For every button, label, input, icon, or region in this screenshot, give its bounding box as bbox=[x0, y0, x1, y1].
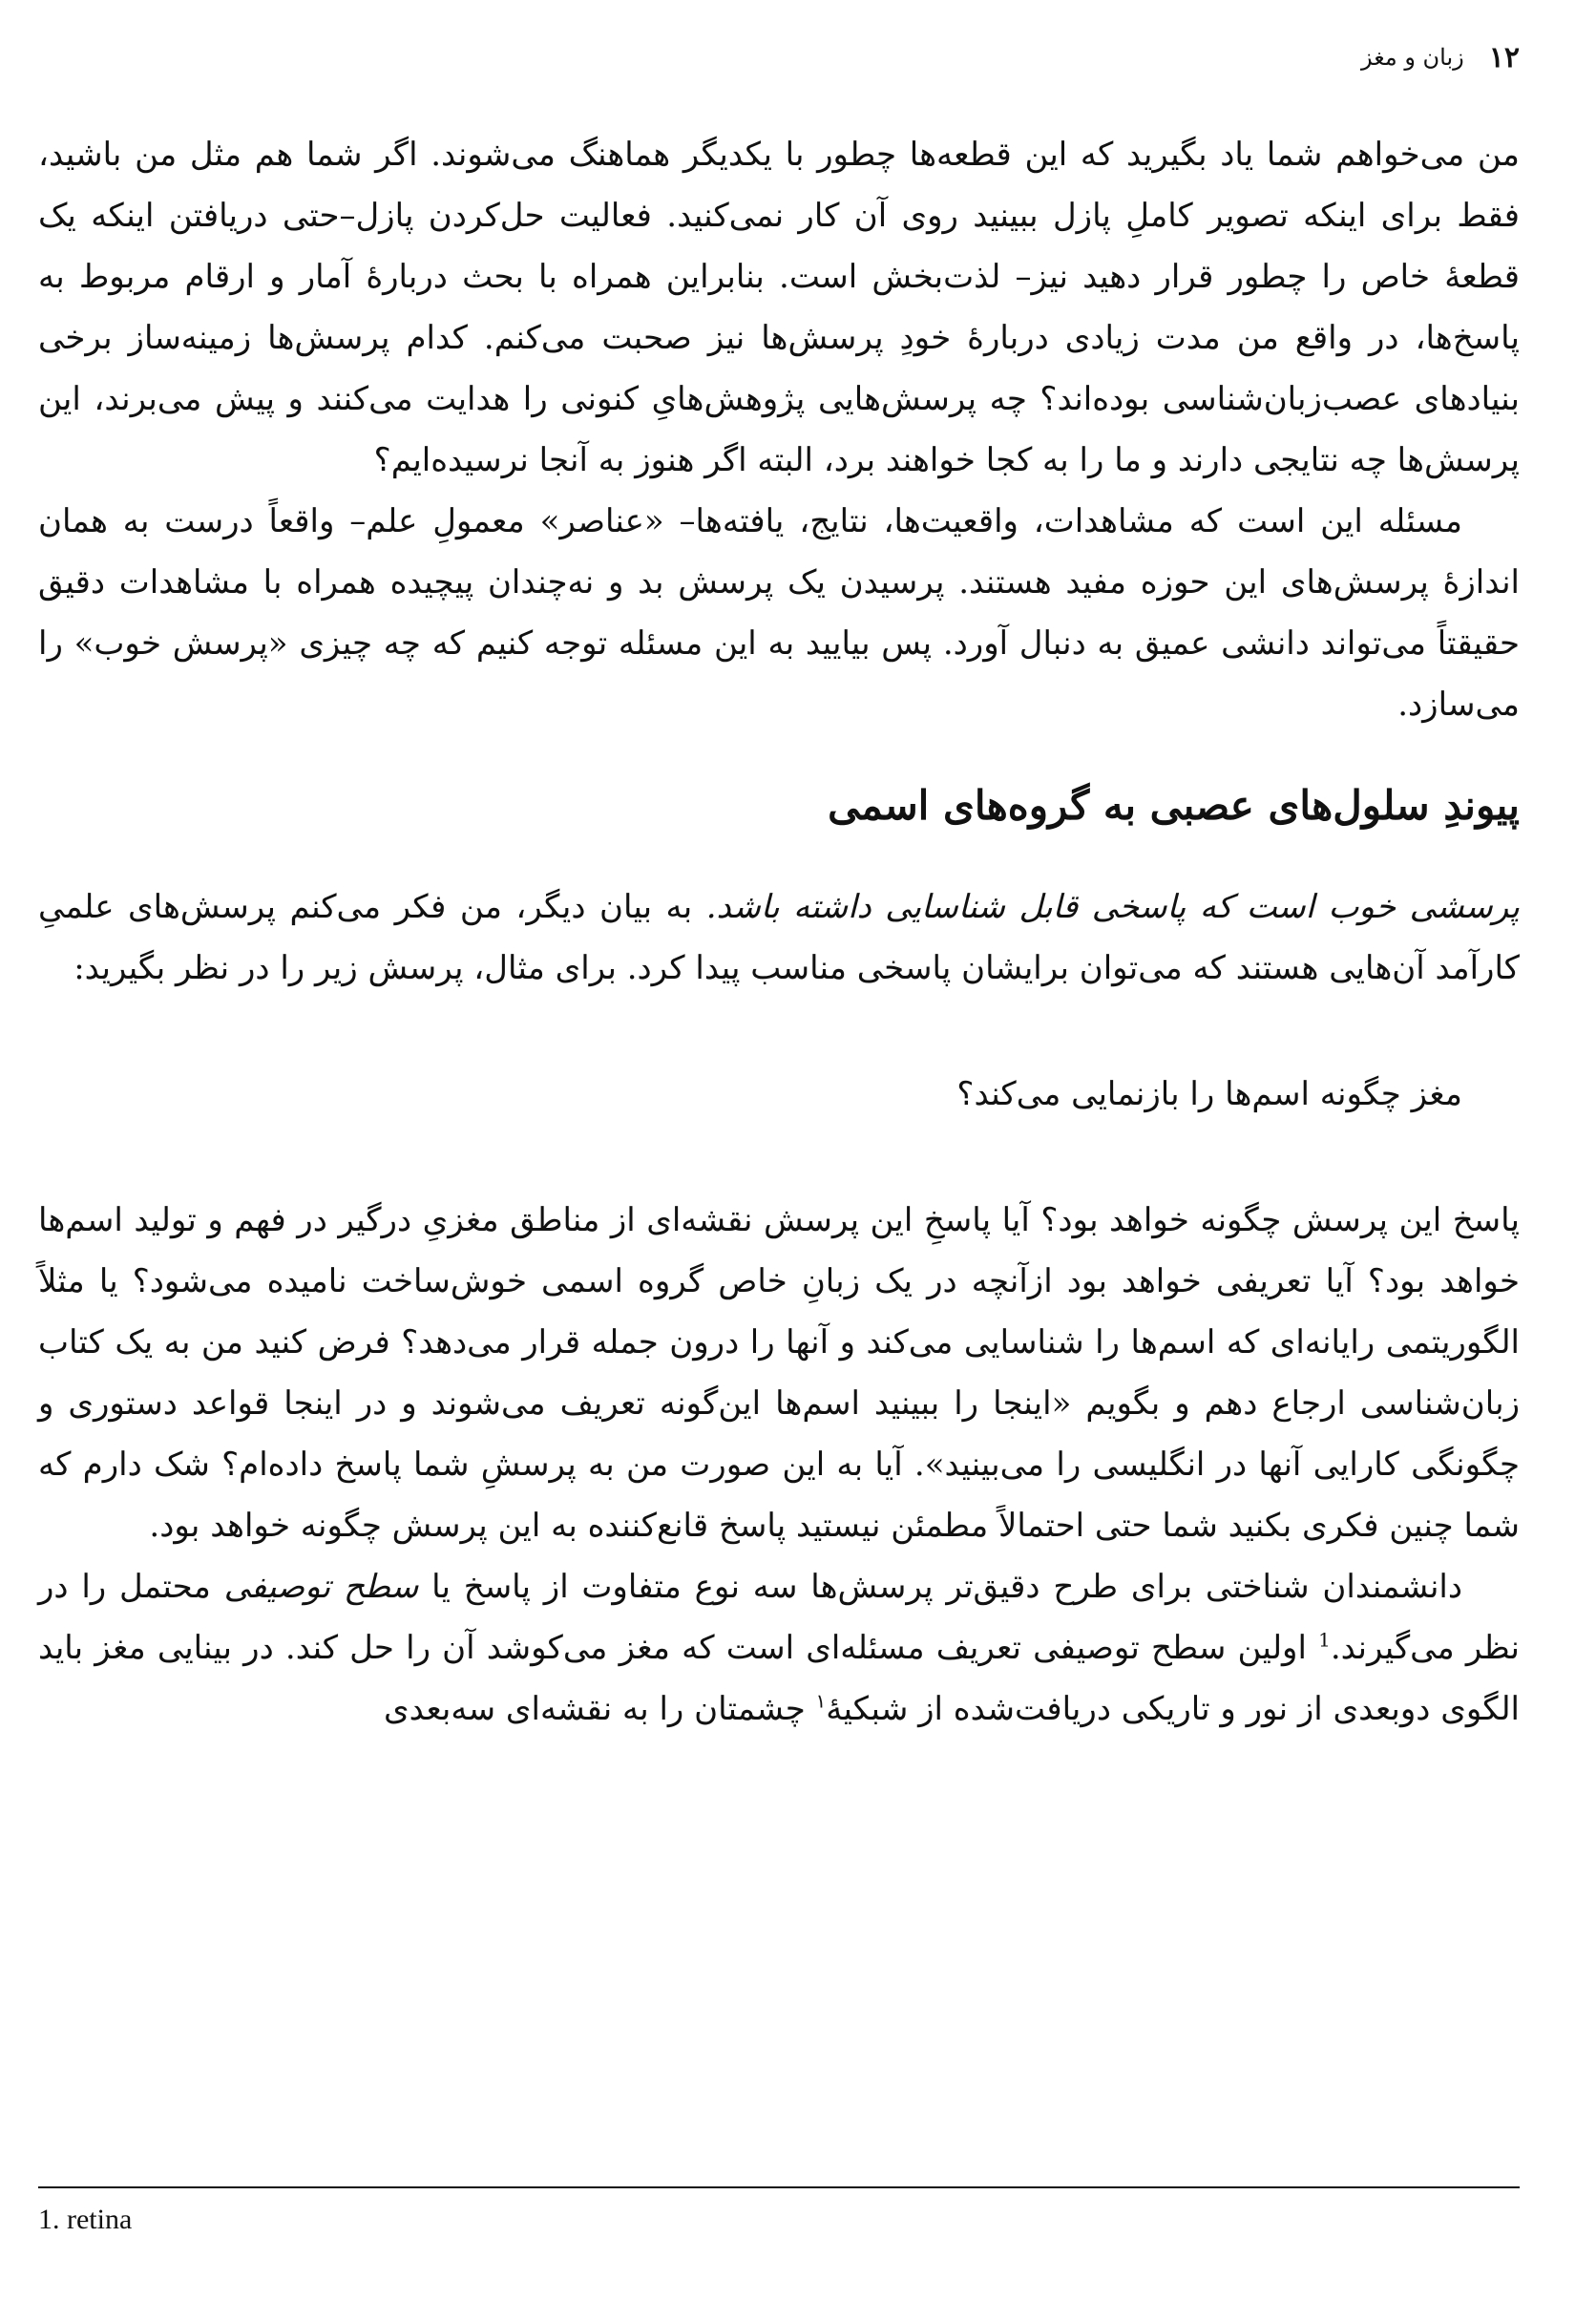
paragraph-5-text-c: اولین سطح توصیفی تعریف مسئله‌ای است که مغز می‌کوشد آن را حل کند. در بینایی مغز باید الگوی دوبعدی از نور و تاریکی دریافت‌شده از شبکیهٔ bbox=[38, 1629, 1520, 1728]
paragraph-2: مسئله این است که مشاهدات، واقعیت‌ها، نتایج، یافته‌ها– «عناصر» معمولِ علم– واقعاً درست به همان اندازهٔ پرسش‌های این حوزه مفید هستند. پرسیدن یک پرسش بد و نه‌چندان پیچیده همراه با مشاهدات دقیق حقیقتاً می‌تواند دانشی عمیق به دنبال آورد. پس بیایید به این مسئله توجه کنیم که چه چیزی «پرسش خوب» را می‌سازد. bbox=[38, 502, 1520, 724]
footnote-marker: 1 bbox=[1318, 1628, 1331, 1652]
body-text bbox=[38, 124, 1520, 1740]
paragraph-5 bbox=[38, 1556, 1520, 1740]
footnote-marker-2: ۱ bbox=[815, 1689, 827, 1713]
footnote: 1. retina bbox=[38, 2204, 133, 2235]
paragraph-3 bbox=[38, 876, 1520, 999]
italic-term: سطح توصیفی bbox=[223, 1568, 419, 1606]
paragraph-5-text-a: دانشمندان شناختی برای طرح دقیق‌تر پرسش‌ها سه نوع متفاوت از پاسخ یا bbox=[418, 1568, 1462, 1606]
paragraph-1: من می‌خواهم شما یاد بگیرید که این قطعه‌ها چطور با یکدیگر هماهنگ می‌شوند. اگر شما هم مثل من باشید، فقط برای اینکه تصویر کاملِ پازل ببینید روی آن کار نمی‌کنید. فعالیت حل‌کردن پازل–حتی دریافتن اینکه یک قطعهٔ خاص را چطور قرار دهید نیز– لذت‌بخش است. بنابراین همراه با بحث دربارهٔ آمار و ارقام مربوط به پاسخ‌ها، در واقع من مدت زیادی دربارهٔ خودِ پرسش‌ها نیز صحبت می‌کنم. کدام پرسش‌ها زمینه‌ساز برخی بنیادهای عصب‌زبان‌شناسی بوده‌اند؟ چه پرسش‌هایی پژوهش‌هایِ کنونی را هدایت می‌کنند و پیش می‌برند، این پرسش‌ها چه نتایجی دارند و ما را به کجا خواهند برد، البته اگر هنوز به آنجا نرسیده‌ایم؟ bbox=[38, 136, 1520, 479]
footnote-divider bbox=[38, 2186, 1520, 2188]
page-number: ۱۲ bbox=[1488, 40, 1520, 74]
italic-definition: پرسشی خوب است که پاسخی قابل شناسایی داشته باشد. bbox=[705, 888, 1521, 926]
example-question: مغز چگونه اسم‌ها را بازنمایی می‌کند؟ bbox=[956, 1075, 1462, 1113]
document-page bbox=[38, 0, 1520, 2322]
running-head bbox=[38, 29, 1520, 86]
section-heading: پیوندِ سلول‌های عصبی به گروه‌های اسمی bbox=[828, 782, 1520, 829]
running-title: زبان و مغز bbox=[1361, 44, 1464, 71]
paragraph-4: پاسخ این پرسش چگونه خواهد بود؟ آیا پاسخِ این پرسش نقشه‌ای از مناطق مغزیِ درگیر در فهم و تولید اسم‌ها خواهد بود؟ آیا تعریفی خواهد بود ازآنچه در یک زبانِ خاص گروه اسمی خوش‌ساخت نامیده می‌شود؟ یا مثلاً الگوریتمی رایانه‌ای که اسم‌ها را شناسایی می‌کند و آنها را درون جمله قرار می‌دهد؟ فرض کنید من به یک کتاب زبان‌شناسی ارجاع دهم و بگویم «اینجا را ببینید اسم‌ها این‌گونه تعریف می‌شوند و در اینجا قواعد دستوری و چگونگی کارایی آنها در انگلیسی را می‌بینید». آیا به این صورت من به پرسشِ شما پاسخ داده‌ام؟ شک دارم که شما چنین فکری بکنید شما حتی احتمالاً مطمئن نیستید پاسخ قانع‌کننده به این پرسش چگونه خواهد بود. bbox=[38, 1201, 1520, 1545]
paragraph-5-text-b: محتمل را در نظر می‌گیرند. bbox=[38, 1568, 1520, 1667]
paragraph-3-text: به بیان دیگر، من فکر می‌کنم پرسش‌های علمیِ کارآمد آن‌هایی هستند که می‌توان برایشان پاسخی مناسب پیدا کرد. برای مثال، پرسش زیر را در نظر بگیرید: bbox=[38, 888, 1520, 987]
paragraph-5-text-d: چشمتان را به نقشه‌ای سه‌بعدی bbox=[384, 1690, 816, 1728]
